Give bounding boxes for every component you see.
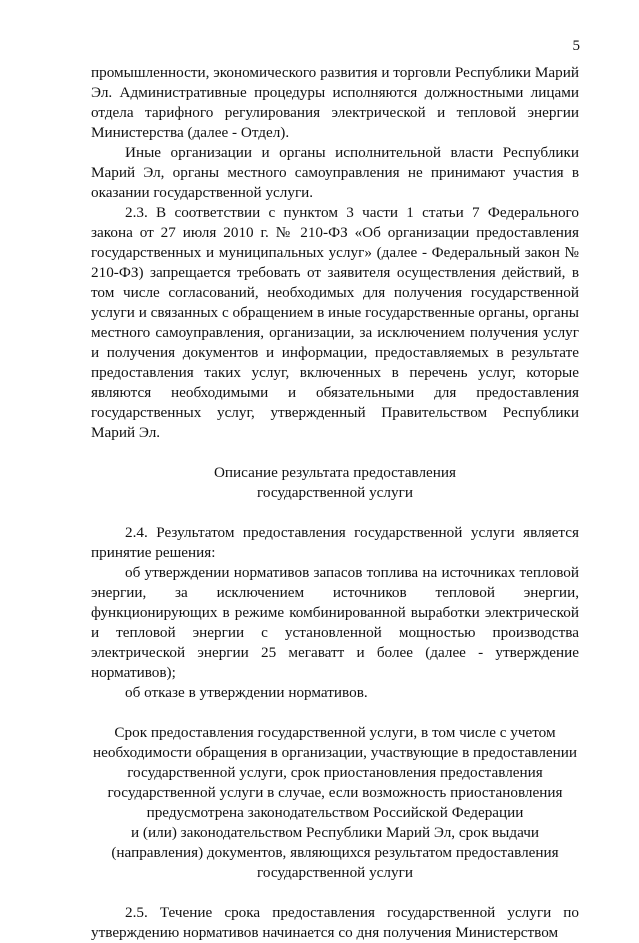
paragraph-2-3: 2.3. В соответствии с пунктом 3 части 1 статьи 7 Федерального закона от 27 июля 2010 г. № 210-ФЗ «Об организации предоставления государственных и муниципальных услуг» (далее - Федеральный закон № 210-ФЗ) запрещается требовать от заявителя осуществления действий, в том числе согласований, необходимых для получения государственной услуги и связанных с обращением в иные государственные органы, органы местного самоуправления, организации, за исключением получения услуг и получения документов и информации, предоставляемых в результате предоставления таких услуг, включенных в перечень услуг, которые являются необходимыми и обязательными для предоставления государственных услуг, утвержденный Правительством Республики Марий Эл. (91, 204, 579, 441)
paragraph-continuation: промышленности, экономического развития и торговли Республики Марий Эл. Административные процедуры исполняются должностными лицами отдела тарифного регулирования электрической и тепловой энергии Министерства (далее - Отдел). (91, 64, 579, 141)
heading-line: государственной услуги (257, 484, 413, 501)
paragraph-refusal-item: об отказе в утверждении нормативов. (125, 684, 368, 701)
heading-line: и (или) законодательством Республики Марий Эл, срок выдачи (131, 824, 539, 841)
heading-line: государственной услуги (257, 864, 413, 881)
paragraph-approval-item: об утверждении нормативов запасов топлива на источниках тепловой энергии, за исключением источников тепловой энергии, функционирующих в режиме комбинированной выработки электрической и тепловой энергии с установленной мощностью производства электрической энергии 25 мегаватт и более (далее - утверждение нормативов); (91, 564, 579, 681)
heading-line: (направления) документов, являющихся результатом предоставления (111, 844, 559, 861)
section-heading-term (91, 723, 579, 883)
section-heading-result (91, 463, 579, 503)
paragraph-2-5: 2.5. Течение срока предоставления государственной услуги по утверждению нормативов начинается со дня получения Министерством (91, 904, 579, 941)
paragraph-2-4: 2.4. Результатом предоставления государственной услуги является принятие решения: (91, 524, 579, 561)
heading-line: государственной услуги, срок приостановления предоставления (127, 764, 543, 781)
paragraph-other-organizations: Иные организации и органы исполнительной власти Республики Марий Эл, органы местного самоуправления не принимают участия в оказании государственной услуги. (91, 144, 579, 201)
document-body (91, 63, 579, 943)
heading-line: Описание результата предоставления (213, 464, 457, 481)
heading-line: предусмотрена законодательством Российской Федерации (146, 804, 524, 821)
heading-line: необходимости обращения в организации, участвующие в предоставлении (93, 744, 577, 761)
heading-line: Срок предоставления государственной услуги, в том числе с учетом (114, 724, 556, 741)
page-number: 5 (572, 38, 580, 54)
heading-line: государственной услуги в случае, если возможность приостановления (107, 784, 563, 801)
